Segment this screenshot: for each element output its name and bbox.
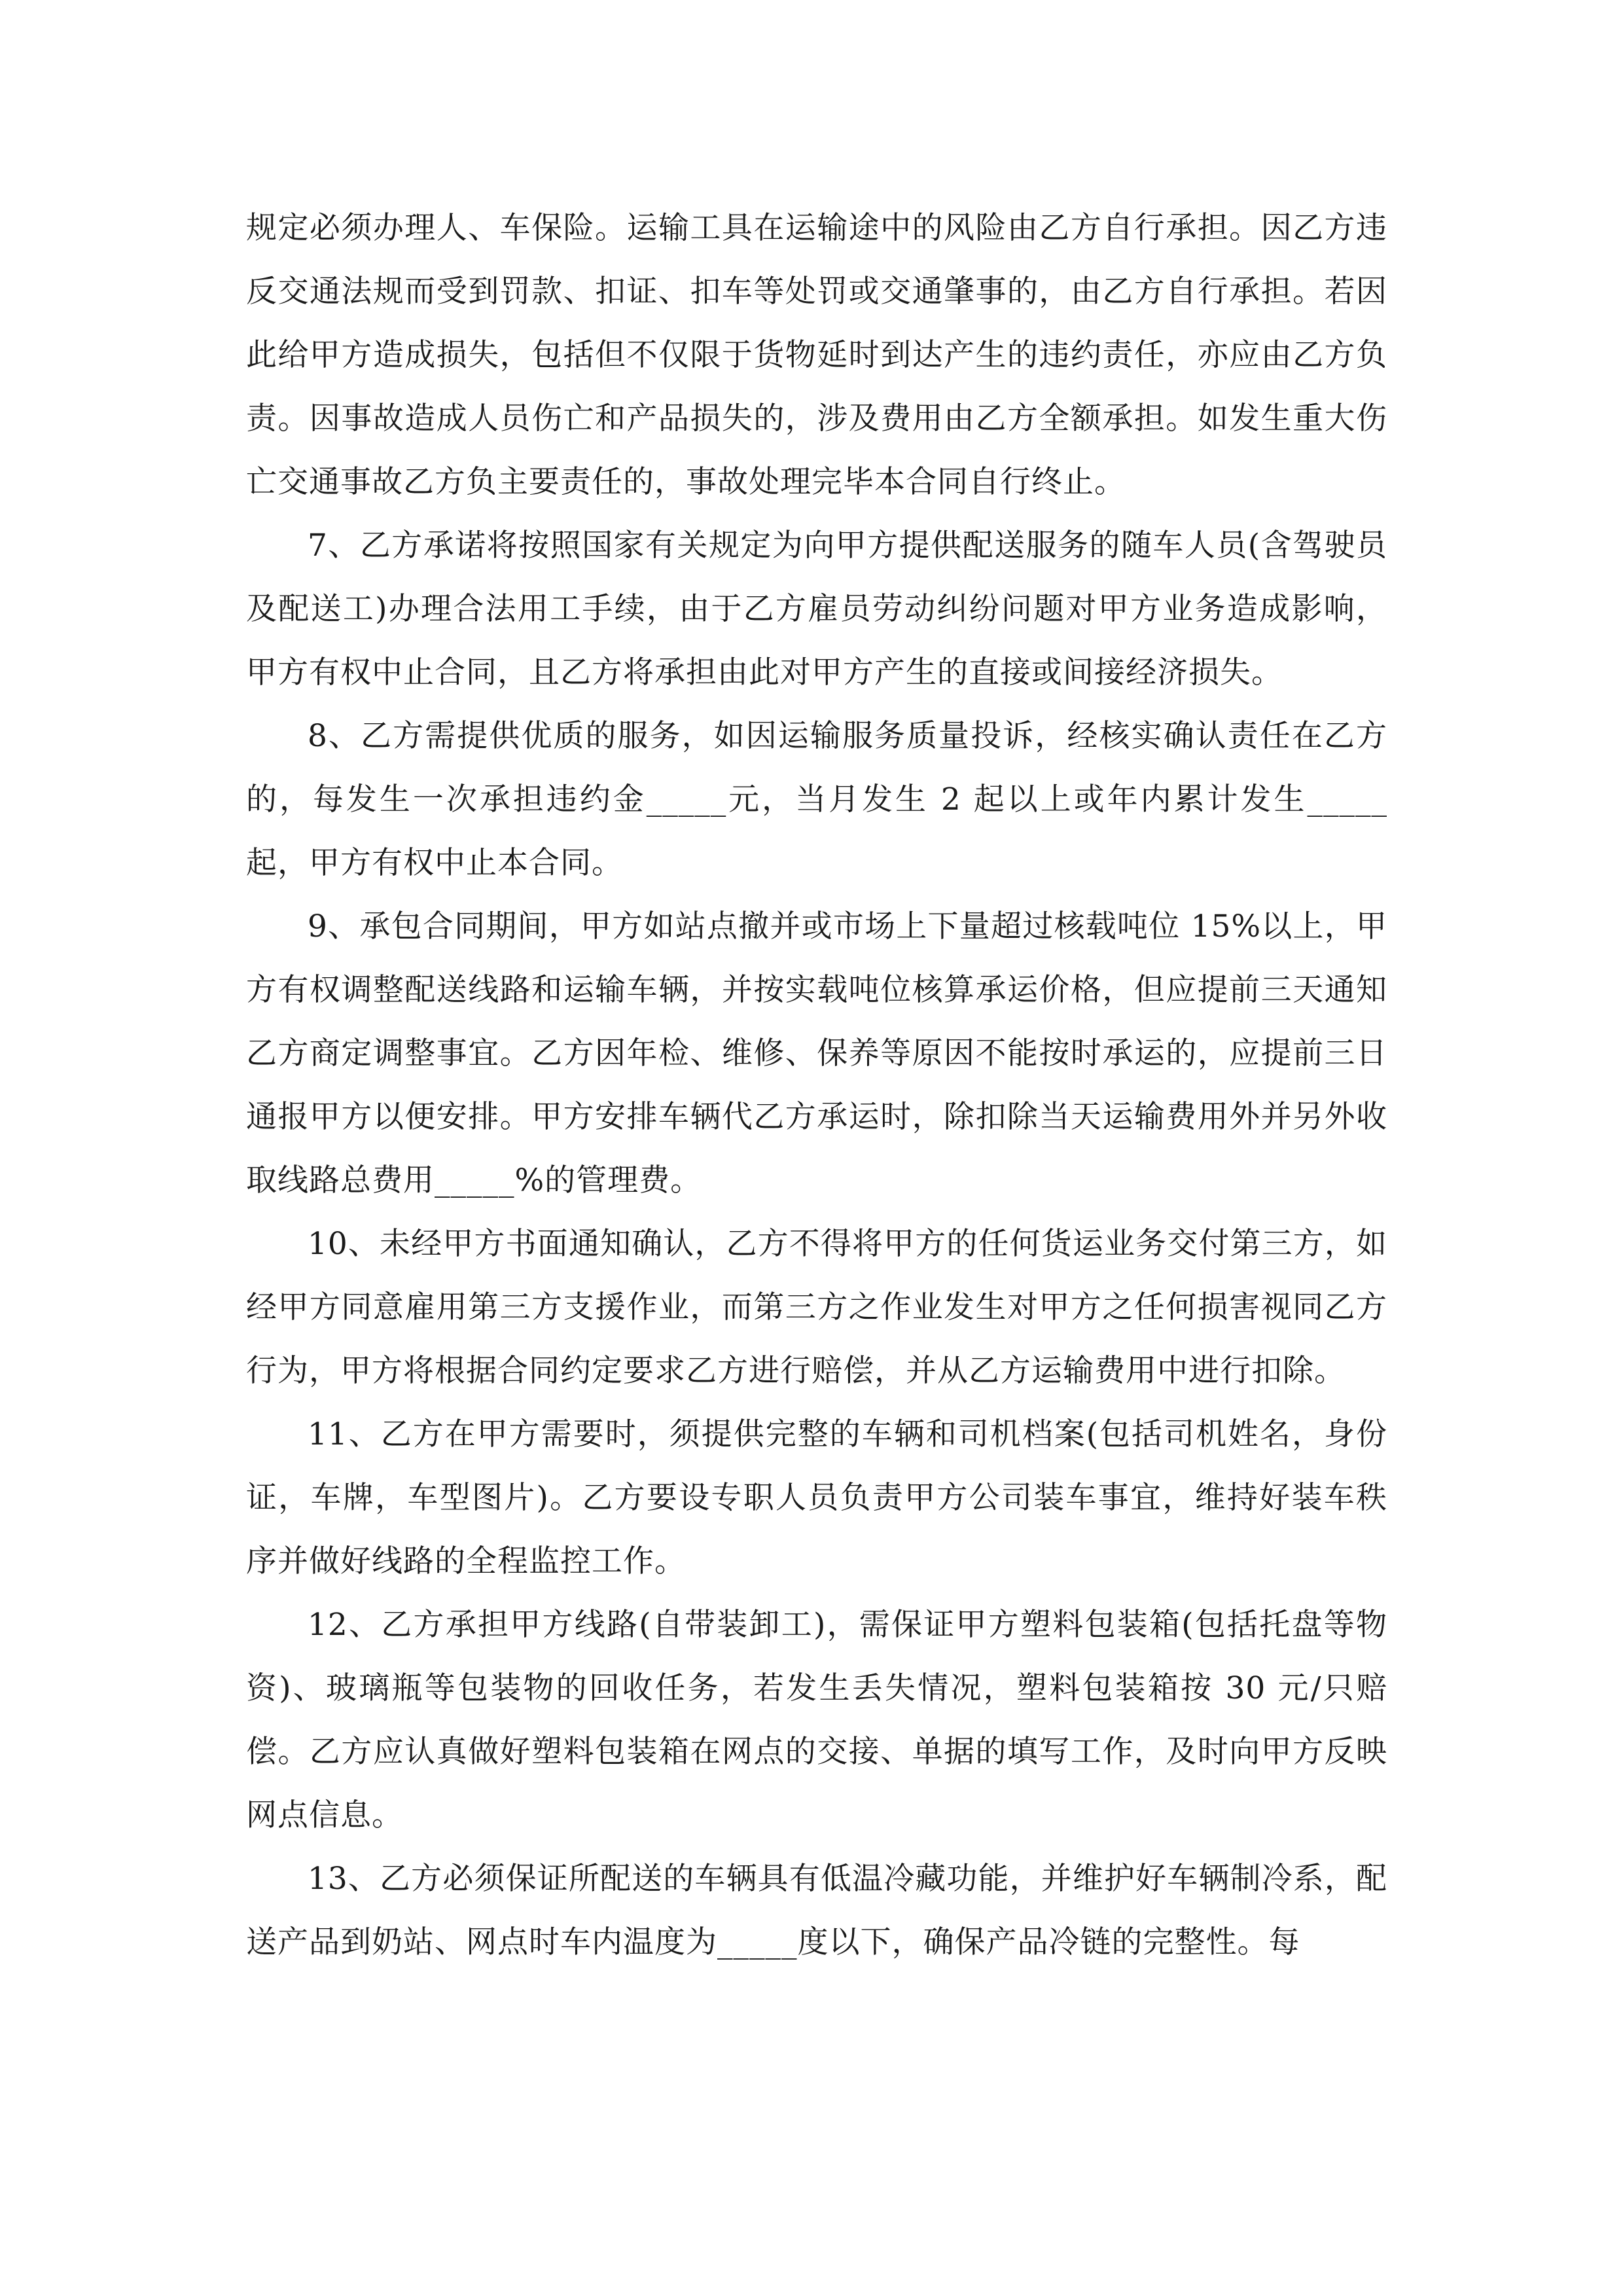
paragraph-11: 11、乙方在甲方需要时，须提供完整的车辆和司机档案(包括司机姓名，身份证，车牌，车型图片)。乙方要设专职人员负责甲方公司装车事宜，维持好装车秩序并做好线路的全程监控工作。 [246, 1416, 1387, 1579]
paragraph-12: 12、乙方承担甲方线路(自带装卸工)，需保证甲方塑料包装箱(包括托盘等物资)、玻璃瓶等包装物的回收任务，若发生丢失情况，塑料包装箱按 30 元/只赔偿。乙方应认真做好塑料包装箱在网点的交接、单据的填写工作，及时向甲方反映网点信息。 [246, 1607, 1387, 1833]
paragraph-10: 10、未经甲方书面通知确认，乙方不得将甲方的任何货运业务交付第三方，如经甲方同意雇用第三方支援作业，而第三方之作业发生对甲方之任何损害视同乙方行为，甲方将根据合同约定要求乙方进行赔偿，并从乙方运输费用中进行扣除。 [246, 1226, 1387, 1389]
document-body [246, 196, 1387, 1974]
paragraph-6-continued: 规定必须办理人、车保险。运输工具在运输途中的风险由乙方自行承担。因乙方违反交通法规而受到罚款、扣证、扣车等处罚或交通肇事的，由乙方自行承担。若因此给甲方造成损失，包括但不仅限于货物延时到达产生的违约责任，亦应由乙方负责。因事故造成人员伤亡和产品损失的，涉及费用由乙方全额承担。如发生重大伤亡交通事故乙方负主要责任的，事故处理完毕本合同自行终止。 [246, 210, 1387, 500]
paragraph-9: 9、承包合同期间，甲方如站点撤并或市场上下量超过核载吨位 15%以上，甲方有权调整配送线路和运输车辆，并按实载吨位核算承运价格，但应提前三天通知乙方商定调整事宜。乙方因年检、维修、保养等原因不能按时承运的，应提前三日通报甲方以便安排。甲方安排车辆代乙方承运时，除扣除当天运输费用外并另外收取线路总费用_____%的管理费。 [246, 908, 1387, 1198]
paragraph-7: 7、乙方承诺将按照国家有关规定为向甲方提供配送服务的随车人员(含驾驶员及配送工)办理合法用工手续，由于乙方雇员劳动纠纷问题对甲方业务造成影响，甲方有权中止合同，且乙方将承担由此对甲方产生的直接或间接经济损失。 [246, 528, 1387, 691]
paragraph-13: 13、乙方必须保证所配送的车辆具有低温冷藏功能，并维护好车辆制冷系，配送产品到奶站、网点时车内温度为_____度以下，确保产品冷链的完整性。每 [246, 1861, 1387, 1960]
paragraph-8: 8、乙方需提供优质的服务，如因运输服务质量投诉，经核实确认责任在乙方的，每发生一次承担违约金_____元，当月发生 2 起以上或年内累计发生_____起，甲方有权中止本合同。 [246, 718, 1387, 881]
